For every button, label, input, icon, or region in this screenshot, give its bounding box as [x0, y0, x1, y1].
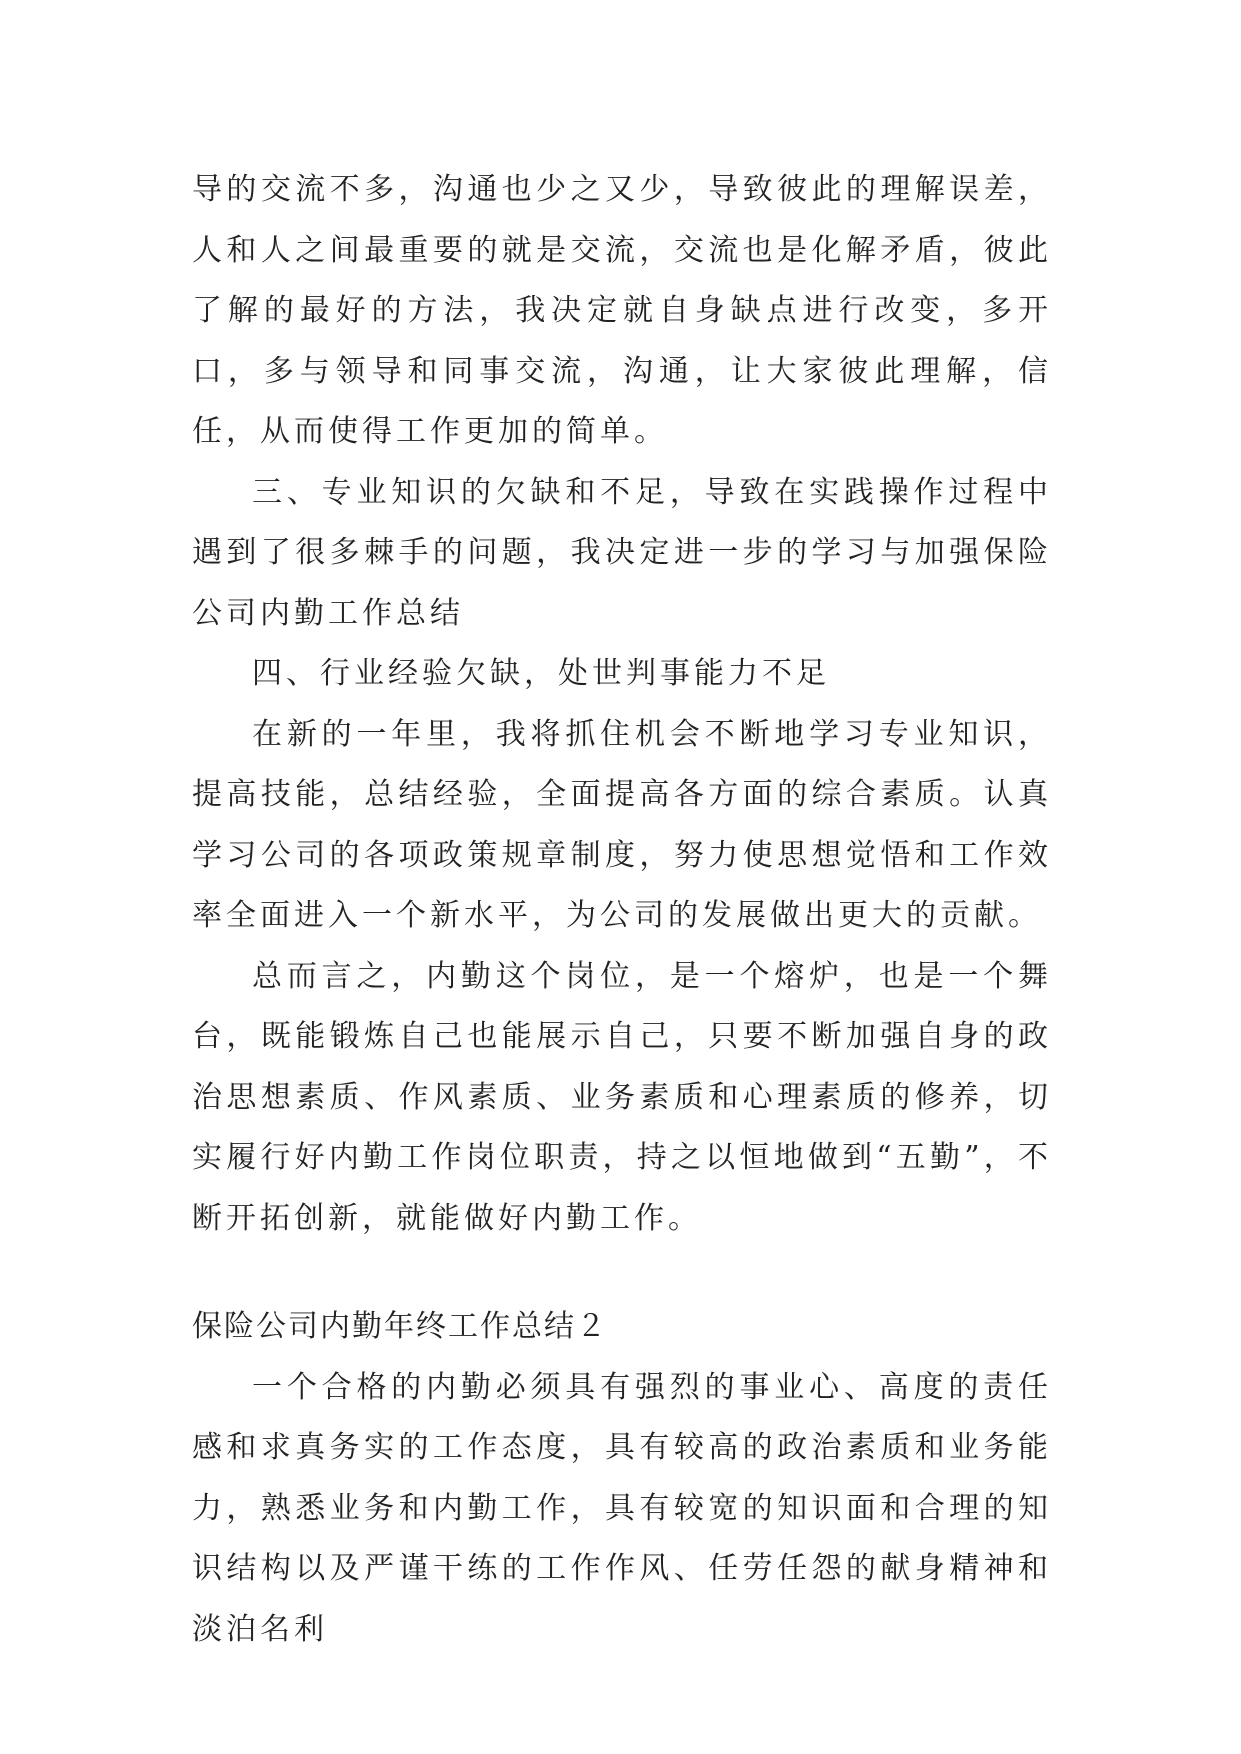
paragraph-point-three: 三、专业知识的欠缺和不足，导致在实践操作过程中遇到了很多棘手的问题，我决定进一步的学习与加强保险公司内勤工作总结 [192, 474, 1052, 631]
paragraph-qualified-clerk: 一个合格的内勤必须具有强烈的事业心、高度的责任感和求真务实的工作态度，具有较高的政治素质和业务能力，熟悉业务和内勤工作，具有较宽的知识面和合理的知识结构以及严谨干练的工作作风、任劳任怨的献身精神和淡泊名利 [192, 1369, 1052, 1647]
section-title: 保险公司内勤年终工作总结２ [192, 1309, 608, 1344]
paragraph-point-four: 四、行业经验欠缺，处世判事能力不足 [252, 656, 830, 691]
document-body [192, 160, 1052, 1660]
paragraph-new-year: 在新的一年里，我将抓住机会不断地学习专业知识，提高技能，总结经验，全面提高各方面的综合素质。认真学习公司的各项政策规章制度，努力使思想觉悟和工作效率全面进入一个新水平，为公司的发展做出更大的贡献。 [192, 716, 1052, 933]
paragraph-communication: 导的交流不多，沟通也少之又少，导致彼此的理解误差，人和人之间最重要的就是交流，交流也是化解矛盾，彼此了解的最好的方法，我决定就自身缺点进行改变，多开口，多与领导和同事交流，沟通，让大家彼此理解，信任，从而使得工作更加的简单。 [192, 172, 1052, 449]
paragraph-conclusion: 总而言之，内勤这个岗位，是一个熔炉，也是一个舞台，既能锻炼自己也能展示自己，只要不断加强自身的政治思想素质、作风素质、业务素质和心理素质的修养，切实履行好内勤工作岗位职责，持之以恒地做到“五勤”，不断开拓创新，就能做好内勤工作。 [192, 958, 1052, 1236]
